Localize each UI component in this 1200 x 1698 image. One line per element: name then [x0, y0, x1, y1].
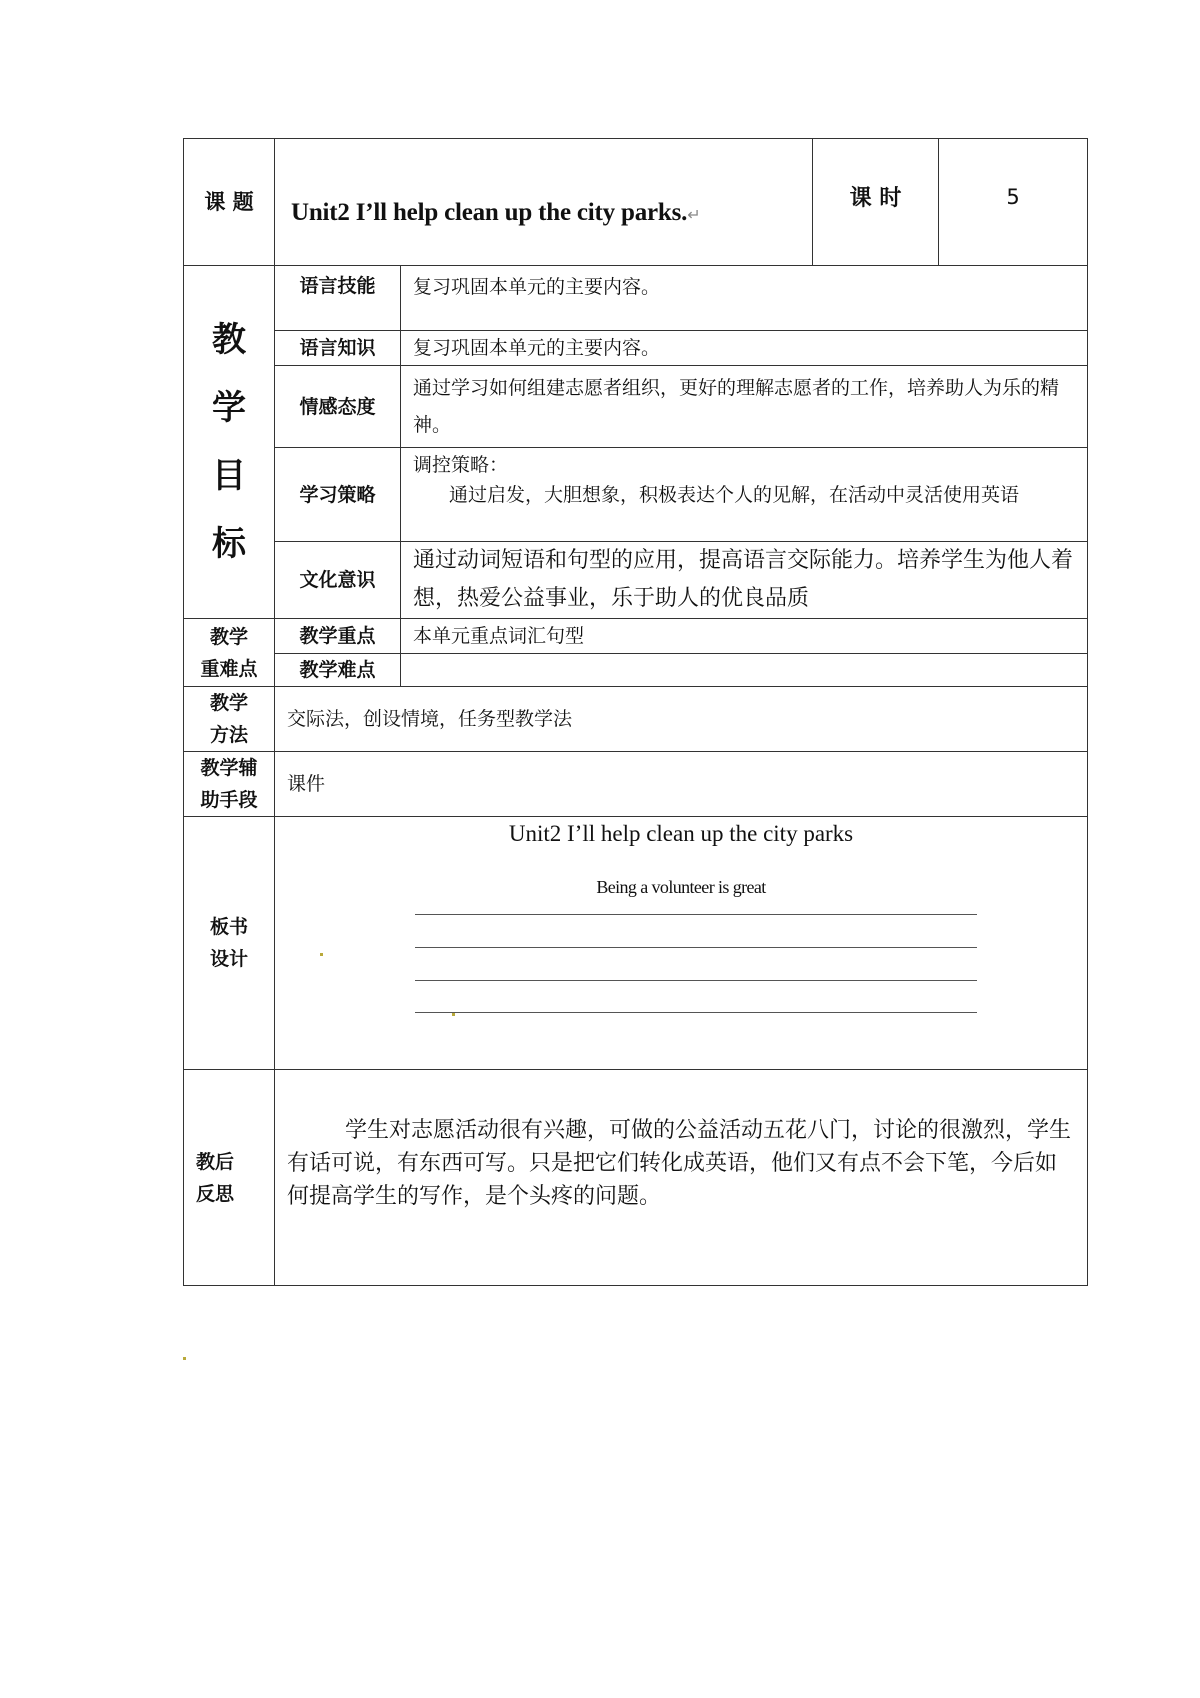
- board-label-line-2: 设计: [209, 948, 248, 970]
- objective-label: 情感态度: [275, 366, 401, 448]
- method-label-line-1: 教学: [209, 692, 248, 714]
- aids-label-line-2: 助手段: [200, 789, 258, 811]
- reflection-label-line-1: 教后: [196, 1150, 235, 1173]
- difficulty-row: [184, 654, 1088, 687]
- topic-row: [184, 139, 1088, 266]
- speck-mark: [452, 1013, 455, 1016]
- objective-row-knowledge: [184, 331, 1088, 366]
- board-content: [275, 817, 1088, 1070]
- board-title: Unit2 I’ll help clean up the city parks: [508, 821, 854, 846]
- objective-value: 复习巩固本单元的主要内容。: [401, 331, 1088, 366]
- objective-value: 复习巩固本单元的主要内容。: [401, 266, 1088, 331]
- objectives-char-2: 学: [212, 388, 246, 428]
- reflection-row: [184, 1070, 1088, 1286]
- speck-mark: [183, 1357, 186, 1360]
- objective-row-skills: [184, 266, 1088, 331]
- key-points-label: [184, 619, 275, 687]
- objective-row-culture: [184, 542, 1088, 619]
- aids-value: 课件: [275, 752, 1088, 817]
- objective-value: [401, 448, 1088, 542]
- lesson-plan-table: [183, 138, 1088, 1286]
- objective-label: 语言知识: [275, 331, 401, 366]
- aids-row: [184, 752, 1088, 817]
- objectives-char-3: 目: [212, 456, 246, 496]
- topic-label: 课 题: [184, 139, 275, 266]
- board-blank-line: [415, 914, 977, 915]
- method-label-line-2: 方法: [209, 724, 248, 746]
- board-subtitle: Being a volunteer is great: [596, 877, 766, 897]
- reflection-label-line-2: 反思: [196, 1182, 235, 1205]
- objectives-char-1: 教: [212, 320, 246, 360]
- method-value: 交际法，创设情境，任务型教学法: [275, 687, 1088, 752]
- difficulty-label: 教学难点: [275, 654, 401, 687]
- reflection-label: [184, 1070, 275, 1286]
- topic-value: [275, 139, 813, 266]
- objective-value: 通过学习如何组建志愿者组织，更好的理解志愿者的工作，培养助人为乐的精神。: [401, 366, 1088, 448]
- method-label: [184, 687, 275, 752]
- topic-title: Unit2 I’ll help clean up the city parks.: [291, 199, 688, 226]
- board-label: [184, 817, 275, 1070]
- objectives-group-label: [184, 266, 275, 619]
- objective-row-strategy: [184, 448, 1088, 542]
- key-points-label-line-1: 教学: [209, 625, 248, 648]
- difficulty-value: [401, 654, 1088, 687]
- key-points-label-line-2: 重难点: [200, 657, 258, 680]
- period-value: 5: [939, 139, 1088, 266]
- board-label-line-1: 板书: [209, 916, 248, 938]
- board-blank-line: [415, 1012, 977, 1013]
- paragraph-mark: ↵: [687, 207, 701, 224]
- strategy-title: 调控策略：: [413, 454, 509, 476]
- board-row: [184, 817, 1088, 1070]
- board-blank-line: [415, 947, 977, 948]
- focus-value: 本单元重点词汇句型: [401, 619, 1088, 654]
- objective-value: 通过动词短语和句型的应用，提高语言交际能力。培养学生为他人着想，热爱公益事业，乐于助人的优良品质: [401, 542, 1088, 619]
- objective-label: 文化意识: [275, 542, 401, 619]
- reflection-text: 学生对志愿活动很有兴趣，可做的公益活动五花八门，讨论的很激烈，学生有话可说，有东西可写。只是把它们转化成英语，他们又有点不会下笔，今后如何提高学生的写作，是个头疼的问题。: [275, 1070, 1088, 1286]
- aids-label: [184, 752, 275, 817]
- strategy-text: 通过启发，大胆想象，积极表达个人的见解，在活动中灵活使用英语: [449, 484, 1020, 506]
- board-blank-line: [415, 980, 977, 981]
- objective-label: 学习策略: [275, 448, 401, 542]
- method-row: [184, 687, 1088, 752]
- focus-label: 教学重点: [275, 619, 401, 654]
- aids-label-line-1: 教学辅: [200, 757, 258, 779]
- objective-label: 语言技能: [275, 266, 401, 331]
- speck-mark: [320, 953, 323, 956]
- objectives-char-4: 标: [212, 524, 246, 564]
- period-label: 课 时: [813, 139, 939, 266]
- focus-row: [184, 619, 1088, 654]
- objective-row-attitude: [184, 366, 1088, 448]
